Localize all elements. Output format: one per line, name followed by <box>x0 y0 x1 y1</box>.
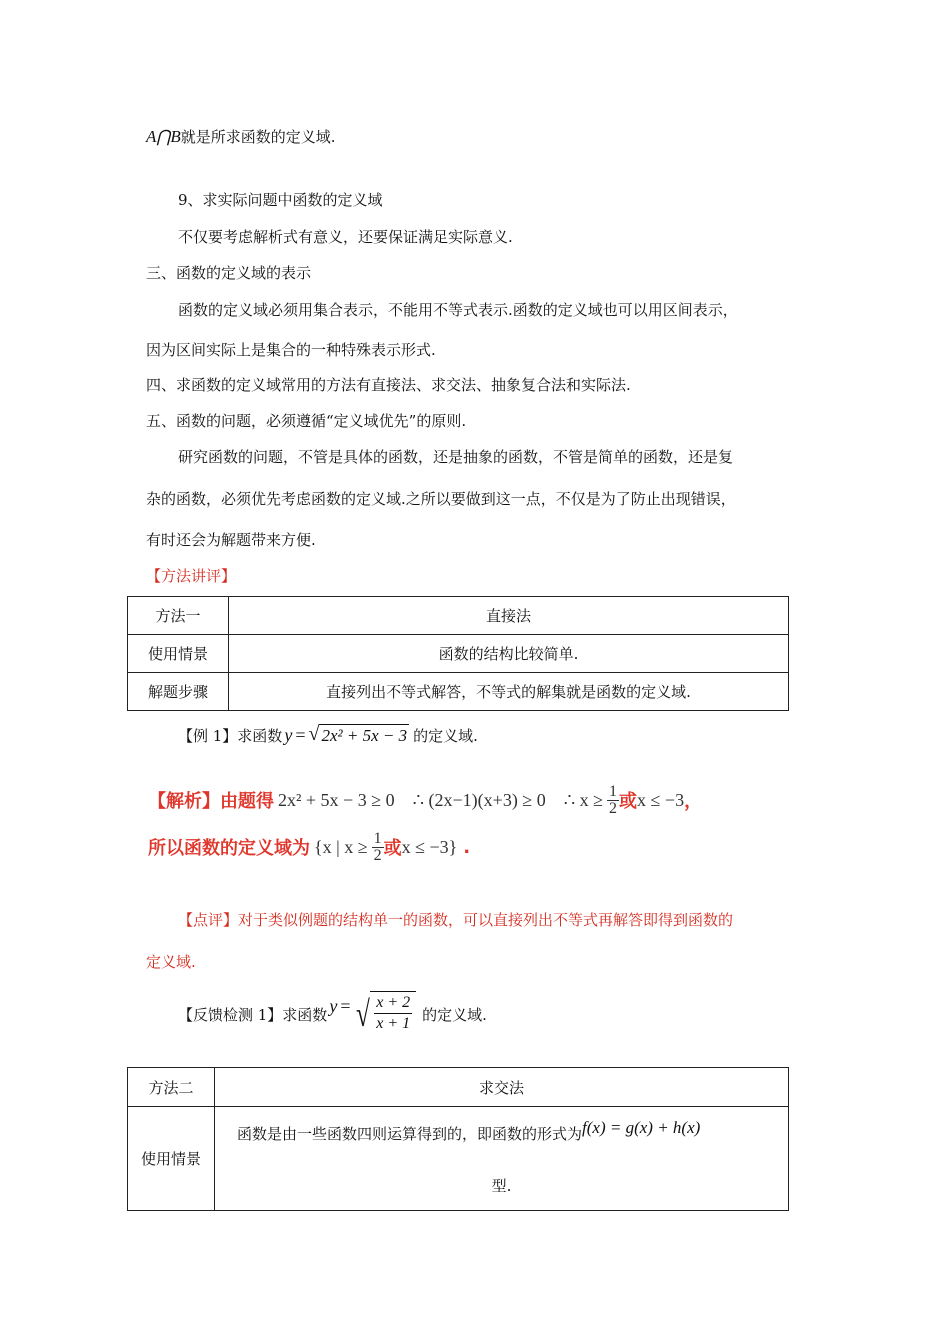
section5-body-1: 研究函数的问题，不管是具体的函数，还是抽象的函数，不管是简单的函数，还是复 <box>178 448 734 466</box>
intersection-line <box>146 126 336 147</box>
usage-tail: 型. <box>491 1177 512 1195</box>
solution-math-3: ∴ x ≥ <box>563 789 604 810</box>
table-cell-label: 方法二 <box>128 1068 215 1107</box>
table-cell-label: 使用情景 <box>128 635 229 673</box>
solution-or-1: 或 <box>619 791 638 812</box>
table-row <box>128 597 789 635</box>
solution-text-2: 所以函数的定义域为 <box>148 838 310 859</box>
sqrt-fraction <box>353 991 416 1037</box>
solution-line-1 <box>148 779 702 821</box>
section5-body-3: 有时还会为解题带来方便. <box>146 531 316 549</box>
radical-sign-icon: √ <box>308 723 320 745</box>
table-row <box>128 1068 789 1107</box>
example-1-suffix: 的定义域. <box>413 726 478 745</box>
table-row <box>128 1107 789 1211</box>
feedback-1-y: y <box>329 995 338 1016</box>
solution-or-2: 或 <box>383 838 402 859</box>
fraction-numerator: 1 <box>373 829 382 847</box>
feedback-1-prefix: 【反馈检测 1】求函数 <box>178 1005 328 1024</box>
table-cell-value: 直接法 <box>229 597 789 635</box>
feedback-1-eq: = <box>340 995 351 1016</box>
solution-period: . <box>463 836 471 858</box>
solution-math-1: 2x² + 5x − 3 ≥ 0 <box>278 789 395 810</box>
method-table-1 <box>127 596 789 711</box>
table-cell-value: 求交法 <box>215 1068 789 1107</box>
radicand: 2x² + 5x − 3 <box>321 726 408 745</box>
feedback-1 <box>178 988 487 1040</box>
usage-text <box>237 1118 701 1144</box>
fraction-denominator: 2 <box>609 799 618 817</box>
intersection-math: A⋂B <box>146 127 181 146</box>
section3-body-1: 函数的定义域必须用集合表示，不能用不等式表示.函数的定义域也可以用区间表示， <box>178 301 738 319</box>
table-cell-label: 解题步骤 <box>128 673 229 711</box>
item9-body: 不仅要考虑解析式有意义，还要保证满足实际意义. <box>178 228 513 246</box>
fraction-one-half <box>607 784 619 817</box>
solution-text-1: 由题得 <box>220 791 274 812</box>
example-1-eq: = <box>295 724 306 745</box>
section4-title: 四、求函数的定义域常用的方法有直接法、求交法、抽象复合法和实际法. <box>146 376 631 394</box>
solution-math-2: ∴ (2x−1)(x+3) ≥ 0 <box>412 789 546 810</box>
intersection-text: 就是所求函数的定义域. <box>180 128 336 146</box>
example-1-prefix: 【例 1】求函数 <box>178 726 283 745</box>
table-cell-value: 函数的结构比较简单. <box>229 635 789 673</box>
section3-title: 三、函数的定义域的表示 <box>146 264 312 282</box>
table-cell-label: 方法一 <box>128 597 229 635</box>
sqrt-expression <box>308 724 409 746</box>
table-cell-value <box>215 1107 789 1211</box>
table-row <box>128 635 789 673</box>
solution-comma: ， <box>684 791 703 812</box>
solution-set-close: x ≤ −3} <box>401 836 458 857</box>
comment-text-1: 对于类似例题的结构单一的函数，可以直接列出不等式再解答即得到函数的 <box>238 911 734 929</box>
fraction-one-half <box>372 831 384 864</box>
solution-line-2 <box>148 826 470 868</box>
method-heading: 【方法讲评】 <box>146 567 237 585</box>
feedback-1-suffix: 的定义域. <box>422 1005 487 1024</box>
table-row <box>128 673 789 711</box>
section3-body-2: 因为区间实际上是集合的一种特殊表示形式. <box>146 341 436 359</box>
example-1-y: y <box>284 724 293 745</box>
method-table-2 <box>127 1067 789 1211</box>
section5-title: 五、函数的问题，必须遵循“定义域优先”的原则. <box>146 412 467 430</box>
section5-body-2: 杂的函数，必须优先考虑函数的定义域.之所以要做到这一点，不仅是为了防止出现错误， <box>146 490 736 508</box>
solution-set-open: {x | x ≥ <box>314 836 368 857</box>
fraction-numerator: x + 2 <box>374 995 412 1014</box>
usage-text-main: 函数是由一些函数四则运算得到的，即函数的形式为 <box>237 1125 583 1143</box>
solution-label: 【解析】 <box>148 791 220 812</box>
fraction-denominator: x + 1 <box>376 1015 411 1032</box>
example-1 <box>178 720 478 750</box>
solution-math-4: x ≤ −3 <box>637 789 685 810</box>
usage-formula: f(x) = g(x) + h(x) <box>582 1118 701 1137</box>
item9-title: 9、求实际问题中函数的定义域 <box>178 191 383 209</box>
comment-label: 【点评】 <box>178 911 239 929</box>
comment-line-1 <box>178 909 733 930</box>
fraction-x2-over-x1 <box>370 991 416 1037</box>
table-cell-label: 使用情景 <box>128 1107 215 1211</box>
comment-line-2: 定义域. <box>146 953 196 971</box>
fraction-denominator: 2 <box>373 846 382 864</box>
fraction-numerator: 1 <box>609 782 618 800</box>
radical-sign-icon: √ <box>356 994 371 1034</box>
table-cell-value: 直接列出不等式解答，不等式的解集就是函数的定义域. <box>229 673 789 711</box>
